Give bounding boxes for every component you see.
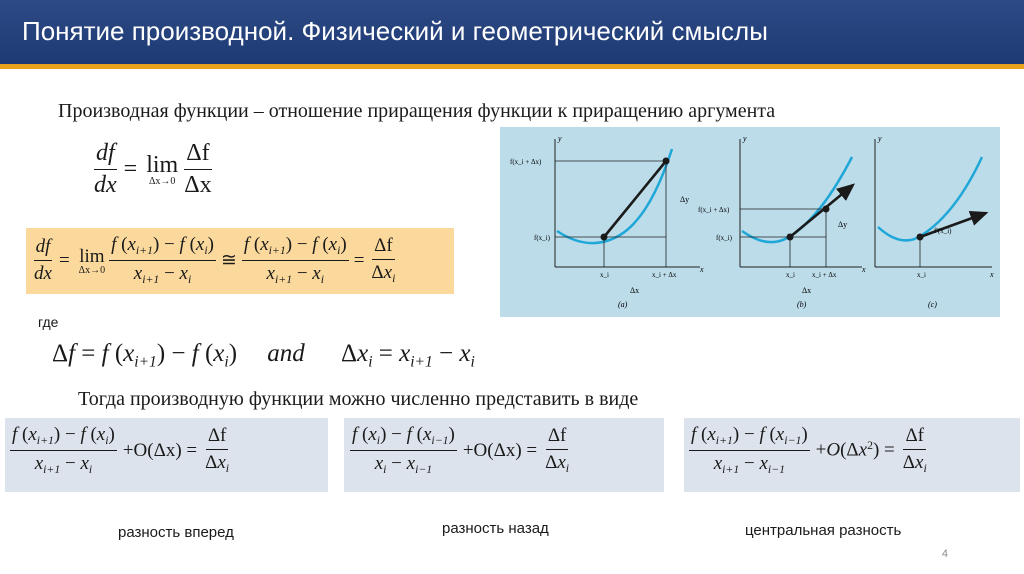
backward-difference-formula: $\frac{f (x_i) - f (x_{i-1})}{x_i - x_{i-1}}$ +O(Δx) = $\frac{\Delta f}{\Delta x_i}$	[352, 424, 570, 477]
x-axis-label-c: x	[990, 270, 994, 279]
fraction-df-dx: $\frac{df}{dx}$	[94, 140, 117, 198]
caption-forward-difference: разность вперед	[118, 524, 234, 541]
derivative-definition: $\frac{df}{dx}$ = lim Δx→0 $\frac{\Delta f}{\Delta x}$	[94, 140, 212, 198]
header-accent-stripe	[0, 64, 1024, 69]
function-curve-c	[878, 157, 982, 240]
label-dx-b: Δx	[802, 286, 812, 295]
caption-central-difference: центральная разность	[745, 522, 902, 539]
secant-line-a	[604, 161, 666, 237]
derivative-graphs-figure	[500, 127, 1000, 317]
forward-difference-formula: $\frac{f (x_{i+1}) - f (x_i)}{x_{i+1} - x_i}$ +O(Δx) = $\frac{\Delta f}{\Delta x_i}$	[12, 424, 230, 477]
label-f-xi-b: f(x_i)	[716, 234, 732, 242]
y-axis-label-c: y	[878, 134, 882, 143]
label-xi-plus-dx-b: x_i + Δx	[812, 271, 837, 279]
x-axis-label-a: x	[700, 265, 704, 274]
discrete-derivative-formula: $\frac{df}{dx}$ = lim Δx→0 $\frac{f (x_{i+1}) - f (x_i)}{x_{i+1} - x_i}$ ≅ $\frac{f (x_{i+1}) - f (x_i)}{x_{i+1} - x_i}$ = $\frac{\Delta f}{\Delta x_i}$	[34, 234, 396, 287]
and-word: and	[267, 340, 305, 367]
point-xi-b	[787, 234, 794, 241]
point-xi-dx-a	[663, 158, 670, 165]
point-xi-c	[917, 234, 924, 241]
difference-quotient: $\frac{f (x_{i+1}) - f (x_i)}{x_{i+1} - x_i}$	[111, 234, 214, 287]
panel-label-a: (a)	[618, 300, 628, 309]
point-xi-dx-b	[823, 206, 830, 213]
label-dy-a: Δy	[680, 195, 690, 204]
graph-panel-a	[510, 134, 704, 309]
label-f-xi-dx-b: f(x_i + Δx)	[698, 206, 730, 214]
label-dy-b: Δy	[838, 220, 848, 229]
page-number: 4	[941, 548, 948, 560]
label-xi-b: x_i	[786, 271, 795, 279]
tangent-arrow-c	[920, 213, 986, 237]
y-axis-label-a: y	[558, 134, 562, 143]
label-f-xi-a: f(x_i)	[534, 234, 550, 242]
slide-title: Понятие производной. Физический и геометрический смыслы	[22, 16, 768, 46]
where-label: где	[38, 314, 59, 330]
label-tangent-c: f′(x_i)	[934, 227, 952, 235]
label-f-xi-dx-a: f(x_i + Δx)	[510, 158, 542, 166]
label-xi-plus-dx-a: x_i + Δx	[652, 271, 677, 279]
graphs-svg	[500, 127, 1000, 317]
increment-definitions: Δf = f $(x_{i+1}) - f$ $(x_i)$ and $\Delta x_i = x_{i+1} - x_i$	[52, 340, 475, 371]
x-axis-label-b: x	[862, 265, 866, 274]
numerical-intro-text: Тогда производную функции можно численно представить в виде	[78, 388, 639, 410]
label-xi-a: x_i	[600, 271, 609, 279]
difference-quotient-repeat: $\frac{f (x_{i+1}) - f (x_i)}{x_{i+1} - x_i}$	[243, 234, 347, 287]
intro-text: Производная функции – отношение приращения функции к приращению аргумента	[58, 100, 776, 122]
central-difference-formula: $\frac{f (x_{i+1}) - f (x_{i-1})}{x_{i+1} - x_{i-1}}$ $+O(\Delta x^2)$ = $\frac{\Delta f}{\Delta x_i}$	[691, 424, 927, 477]
fraction-delta: $\frac{\Delta f}{\Delta x}$	[184, 140, 212, 198]
label-dx-a: Δx	[630, 286, 640, 295]
y-axis-label-b: y	[743, 134, 747, 143]
caption-backward-difference: разность назад	[442, 520, 549, 537]
point-xi-a	[601, 234, 608, 241]
graph-panel-b	[698, 134, 866, 309]
secant-arrow-b	[790, 185, 853, 237]
graph-panel-c	[875, 134, 994, 309]
label-xi-c: x_i	[917, 271, 926, 279]
function-curve-a	[557, 149, 672, 243]
panel-label-c: (c)	[928, 300, 937, 309]
panel-label-b: (b)	[797, 300, 807, 309]
limit: lim Δx→0	[146, 152, 179, 187]
